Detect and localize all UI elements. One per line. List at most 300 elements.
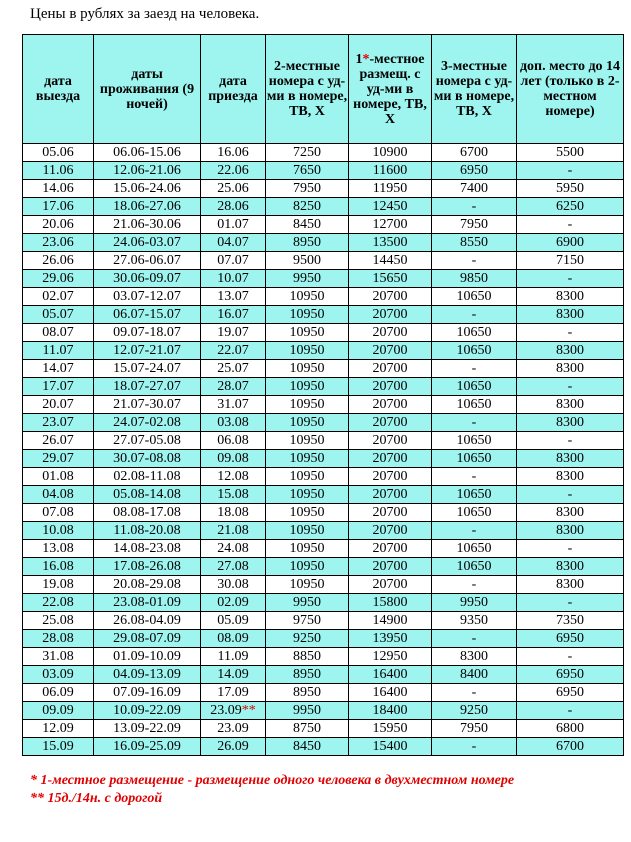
stay-cell-value: 20.08-29.08 (113, 577, 181, 592)
arrival-cell (201, 342, 266, 360)
double-price-cell (266, 630, 349, 648)
triple-price-cell (432, 180, 517, 198)
single-price-cell (349, 576, 432, 594)
stay-cell-value: 30.06-09.07 (113, 271, 181, 286)
arrival-cell (201, 216, 266, 234)
stay-cell (94, 252, 201, 270)
arrival-cell-value: 14.09 (217, 667, 249, 682)
triple-price-cell (432, 342, 517, 360)
double-price-cell (266, 702, 349, 720)
extra-place-cell (517, 612, 624, 630)
departure-cell (23, 666, 94, 684)
triple-price-cell (432, 234, 517, 252)
double-price-cell (266, 738, 349, 756)
double-price-cell-value: 9950 (293, 703, 321, 718)
stay-cell (94, 324, 201, 342)
arrival-cell-value: 05.09 (217, 613, 249, 628)
extra-place-cell-value: - (567, 487, 573, 502)
table-row (23, 234, 624, 252)
double-price-cell (266, 666, 349, 684)
single-price-cell-value: 16400 (372, 685, 408, 700)
table-row (23, 162, 624, 180)
single-price-cell (349, 468, 432, 486)
departure-cell (23, 324, 94, 342)
extra-place-cell-value: 8300 (556, 523, 584, 538)
double-price-cell-value: 10950 (289, 433, 325, 448)
triple-price-cell (432, 324, 517, 342)
triple-price-cell (432, 702, 517, 720)
extra-place-cell (517, 144, 624, 162)
departure-cell-value: 08.07 (42, 325, 74, 340)
double-price-cell (266, 234, 349, 252)
footnotes (30, 772, 590, 808)
extra-place-cell (517, 378, 624, 396)
triple-price-cell-value: 9850 (460, 271, 488, 286)
table-row (23, 216, 624, 234)
extra-place-cell (517, 666, 624, 684)
extra-place-cell (517, 702, 624, 720)
table-row (23, 342, 624, 360)
departure-cell-value: 17.06 (42, 199, 74, 214)
double-price-cell-value: 10950 (289, 469, 325, 484)
departure-cell-value: 29.06 (42, 271, 74, 286)
double-price-cell-value: 8950 (293, 685, 321, 700)
double-price-cell (266, 180, 349, 198)
extra-place-cell (517, 720, 624, 738)
triple-price-cell-value: 10650 (456, 289, 492, 304)
arrival-cell-value: 17.09 (217, 685, 249, 700)
stay-cell-value: 21.07-30.07 (113, 397, 181, 412)
triple-price-cell-value: - (471, 523, 477, 538)
double-price-cell-value: 8850 (293, 649, 321, 664)
departure-cell (23, 738, 94, 756)
arrival-cell-value: 16.07 (217, 307, 249, 322)
double-price-cell (266, 198, 349, 216)
extra-place-cell (517, 324, 624, 342)
table-row (23, 432, 624, 450)
arrival-cell-value: 09.08 (217, 451, 249, 466)
single-price-cell (349, 666, 432, 684)
arrival-cell-value: 24.08 (217, 541, 249, 556)
departure-cell (23, 180, 94, 198)
triple-price-cell (432, 630, 517, 648)
stay-cell-value: 11.08-20.08 (113, 523, 181, 538)
single-price-cell (349, 522, 432, 540)
single-price-cell-value: 12950 (372, 649, 408, 664)
arrival-cell (201, 360, 266, 378)
arrival-cell (201, 522, 266, 540)
arrival-cell-value: 23.09 (210, 703, 242, 718)
extra-place-cell-value: 8300 (556, 343, 584, 358)
departure-cell (23, 468, 94, 486)
stay-cell-value: 12.07-21.07 (113, 343, 181, 358)
triple-price-cell (432, 558, 517, 576)
arrival-cell-value: 13.07 (217, 289, 249, 304)
header-departure: дата выезда (23, 35, 94, 144)
table-row (23, 522, 624, 540)
arrival-cell (201, 198, 266, 216)
triple-price-cell (432, 666, 517, 684)
departure-cell-value: 13.08 (42, 541, 74, 556)
price-table (22, 34, 624, 756)
stay-cell (94, 270, 201, 288)
departure-cell-value: 03.09 (42, 667, 74, 682)
departure-cell-value: 11.07 (42, 343, 74, 358)
double-price-cell (266, 162, 349, 180)
table-row (23, 306, 624, 324)
double-price-cell-value: 10950 (289, 487, 325, 502)
arrival-cell-value: 31.07 (217, 397, 249, 412)
table-row (23, 684, 624, 702)
departure-cell-value: 07.08 (42, 505, 74, 520)
double-price-cell (266, 306, 349, 324)
stay-cell (94, 666, 201, 684)
single-price-cell (349, 504, 432, 522)
arrival-cell-value: 12.08 (217, 469, 249, 484)
arrival-cell-value: 01.07 (217, 217, 249, 232)
departure-cell (23, 612, 94, 630)
stay-cell-value: 08.08-17.08 (113, 505, 181, 520)
stay-cell-value: 01.09-10.09 (113, 649, 181, 664)
double-price-cell-value: 7950 (293, 181, 321, 196)
double-price-cell (266, 450, 349, 468)
departure-cell-value: 09.09 (42, 703, 74, 718)
extra-place-cell (517, 396, 624, 414)
departure-cell (23, 360, 94, 378)
double-price-cell-value: 10950 (289, 577, 325, 592)
extra-place-cell-value: - (567, 649, 573, 664)
arrival-cell-value: 18.08 (217, 505, 249, 520)
extra-place-cell (517, 522, 624, 540)
double-price-cell (266, 396, 349, 414)
arrival-cell (201, 648, 266, 666)
arrival-cell (201, 324, 266, 342)
triple-price-cell-value: 10650 (456, 397, 492, 412)
single-price-cell-value: 11950 (372, 181, 408, 196)
departure-cell (23, 396, 94, 414)
extra-place-cell (517, 594, 624, 612)
stay-cell-value: 05.08-14.08 (113, 487, 181, 502)
header-stay: даты проживания (9 ночей) (94, 35, 201, 144)
stay-cell-value: 15.07-24.07 (113, 361, 181, 376)
double-price-cell-value: 10950 (289, 307, 325, 322)
extra-place-cell (517, 162, 624, 180)
stay-cell (94, 342, 201, 360)
single-price-cell-value: 13950 (372, 631, 408, 646)
arrival-cell (201, 378, 266, 396)
extra-place-cell (517, 738, 624, 756)
arrival-cell-value: 22.07 (217, 343, 249, 358)
arrival-cell (201, 252, 266, 270)
single-price-cell (349, 414, 432, 432)
stay-cell (94, 576, 201, 594)
table-row (23, 738, 624, 756)
table-row (23, 198, 624, 216)
triple-price-cell (432, 378, 517, 396)
table-row (23, 648, 624, 666)
triple-price-cell-value: - (471, 307, 477, 322)
triple-price-cell-value: 10650 (456, 559, 492, 574)
double-price-cell (266, 504, 349, 522)
triple-price-cell (432, 396, 517, 414)
single-price-cell-value: 16400 (372, 667, 408, 682)
double-price-cell (266, 342, 349, 360)
stay-cell (94, 144, 201, 162)
departure-cell-value: 15.09 (42, 739, 74, 754)
triple-price-cell (432, 162, 517, 180)
double-price-cell-value: 9500 (293, 253, 321, 268)
single-price-cell (349, 594, 432, 612)
arrival-cell-value: 26.09 (217, 739, 249, 754)
departure-cell (23, 288, 94, 306)
arrival-cell-value: 07.07 (217, 253, 249, 268)
double-price-cell (266, 648, 349, 666)
single-price-cell (349, 648, 432, 666)
departure-cell-value: 31.08 (42, 649, 74, 664)
departure-cell-value: 16.08 (42, 559, 74, 574)
double-price-cell (266, 468, 349, 486)
single-price-cell-value: 20700 (372, 397, 408, 412)
triple-price-cell-value: 10650 (456, 343, 492, 358)
single-price-cell (349, 540, 432, 558)
single-price-cell-value: 20700 (372, 451, 408, 466)
extra-place-cell-value: 5500 (556, 145, 584, 160)
extra-place-cell-value: 8300 (556, 289, 584, 304)
footnote-dates: ** 15д./14н. с дорогой (30, 791, 163, 806)
stay-cell-value: 03.07-12.07 (113, 289, 181, 304)
single-price-cell-value: 15950 (372, 721, 408, 736)
stay-cell (94, 234, 201, 252)
stay-cell-value: 16.09-25.09 (113, 739, 181, 754)
arrival-cell-value: 28.07 (217, 379, 249, 394)
arrival-cell-value: 30.08 (217, 577, 249, 592)
triple-price-cell (432, 540, 517, 558)
single-price-cell (349, 612, 432, 630)
extra-place-cell-value: 5950 (556, 181, 584, 196)
departure-cell (23, 648, 94, 666)
arrival-cell (201, 450, 266, 468)
header-single-rest: -местное размещ. с уд-ми в номере, ТВ, Х (353, 51, 427, 127)
extra-place-cell (517, 450, 624, 468)
table-row (23, 558, 624, 576)
triple-price-cell (432, 306, 517, 324)
extra-place-cell-value: 8300 (556, 505, 584, 520)
double-price-cell (266, 558, 349, 576)
single-price-cell-value: 15800 (372, 595, 408, 610)
triple-price-cell (432, 522, 517, 540)
double-price-cell (266, 432, 349, 450)
triple-price-cell-value: 10650 (456, 379, 492, 394)
table-row (23, 540, 624, 558)
header-extra: доп. место до 14 лет (только в 2-местном номере) (517, 35, 624, 144)
triple-price-cell (432, 720, 517, 738)
arrival-cell-value: 03.08 (217, 415, 249, 430)
single-price-cell-value: 15400 (372, 739, 408, 754)
stay-cell-value: 14.08-23.08 (113, 541, 181, 556)
extra-place-cell (517, 252, 624, 270)
extra-place-cell-value: - (567, 217, 573, 232)
extra-place-cell-value: - (567, 595, 573, 610)
triple-price-cell (432, 576, 517, 594)
single-price-cell (349, 288, 432, 306)
departure-cell (23, 540, 94, 558)
extra-place-cell (517, 414, 624, 432)
extra-place-cell-value: - (567, 433, 573, 448)
double-price-cell (266, 360, 349, 378)
stay-cell-value: 02.08-11.08 (113, 469, 181, 484)
arrival-cell-value: 02.09 (217, 595, 249, 610)
stay-cell (94, 450, 201, 468)
extra-place-cell (517, 234, 624, 252)
departure-cell (23, 594, 94, 612)
arrival-cell (201, 612, 266, 630)
single-price-cell (349, 216, 432, 234)
table-row (23, 612, 624, 630)
double-price-cell (266, 720, 349, 738)
single-price-cell-value: 20700 (372, 559, 408, 574)
header-single (349, 35, 432, 144)
table-row (23, 576, 624, 594)
arrival-cell (201, 666, 266, 684)
triple-price-cell (432, 486, 517, 504)
stay-cell (94, 414, 201, 432)
arrival-cell (201, 594, 266, 612)
stay-cell (94, 468, 201, 486)
double-price-cell-value: 10950 (289, 523, 325, 538)
single-price-cell-value: 20700 (372, 505, 408, 520)
double-price-cell-value: 10950 (289, 559, 325, 574)
double-price-cell-value: 10950 (289, 379, 325, 394)
single-price-cell-value: 13500 (372, 235, 408, 250)
stay-cell (94, 630, 201, 648)
arrival-cell (201, 486, 266, 504)
stay-cell-value: 06.07-15.07 (113, 307, 181, 322)
triple-price-cell-value: - (471, 415, 477, 430)
stay-cell-value: 13.09-22.09 (113, 721, 181, 736)
arrival-cell-value: 22.06 (217, 163, 249, 178)
intro-text: Цены в рублях за заезд на человека. (30, 6, 260, 22)
departure-cell-value: 20.06 (42, 217, 74, 232)
double-price-cell-value: 9950 (293, 595, 321, 610)
stay-cell-value: 17.08-26.08 (113, 559, 181, 574)
triple-price-cell-value: - (471, 361, 477, 376)
arrival-cell-value: 04.07 (217, 235, 249, 250)
table-row (23, 252, 624, 270)
triple-price-cell-value: 8400 (460, 667, 488, 682)
departure-cell (23, 630, 94, 648)
departure-cell-value: 05.06 (42, 145, 74, 160)
departure-cell (23, 216, 94, 234)
arrival-cell (201, 432, 266, 450)
departure-cell (23, 270, 94, 288)
double-price-cell-value: 8950 (293, 235, 321, 250)
triple-price-cell-value: 9950 (460, 595, 488, 610)
double-price-cell (266, 270, 349, 288)
triple-price-cell (432, 270, 517, 288)
double-price-cell (266, 486, 349, 504)
double-price-cell-value: 7650 (293, 163, 321, 178)
arrival-cell (201, 720, 266, 738)
departure-cell (23, 504, 94, 522)
extra-place-cell (517, 486, 624, 504)
stay-cell-value: 26.08-04.09 (113, 613, 181, 628)
double-price-cell (266, 252, 349, 270)
departure-cell (23, 234, 94, 252)
departure-cell-value: 12.09 (42, 721, 74, 736)
arrival-cell (201, 396, 266, 414)
departure-cell-value: 06.09 (42, 685, 74, 700)
extra-place-cell (517, 648, 624, 666)
departure-cell-value: 01.08 (42, 469, 74, 484)
triple-price-cell-value: - (471, 577, 477, 592)
double-price-cell-value: 7250 (293, 145, 321, 160)
departure-cell (23, 720, 94, 738)
extra-place-cell (517, 576, 624, 594)
departure-cell-value: 05.07 (42, 307, 74, 322)
table-row (23, 486, 624, 504)
single-price-cell (349, 306, 432, 324)
double-price-cell-value: 8950 (293, 667, 321, 682)
extra-place-cell (517, 432, 624, 450)
arrival-cell-value: 28.06 (217, 199, 249, 214)
table-row (23, 594, 624, 612)
departure-cell (23, 558, 94, 576)
arrival-cell (201, 630, 266, 648)
stay-cell (94, 180, 201, 198)
extra-place-cell-value: - (567, 163, 573, 178)
extra-place-cell (517, 198, 624, 216)
triple-price-cell-value: 7950 (460, 217, 488, 232)
table-row (23, 324, 624, 342)
extra-place-cell-value: 8300 (556, 397, 584, 412)
single-price-cell (349, 360, 432, 378)
double-price-cell-value: 8250 (293, 199, 321, 214)
departure-cell-value: 17.07 (42, 379, 74, 394)
extra-place-cell (517, 630, 624, 648)
arrival-cell-value: 10.07 (217, 271, 249, 286)
triple-price-cell (432, 468, 517, 486)
triple-price-cell-value: 10650 (456, 541, 492, 556)
extra-place-cell-value: - (567, 703, 573, 718)
arrival-cell-value: 25.06 (217, 181, 249, 196)
triple-price-cell (432, 288, 517, 306)
triple-price-cell-value: - (471, 469, 477, 484)
triple-price-cell-value: 10650 (456, 505, 492, 520)
departure-cell-value: 28.08 (42, 631, 74, 646)
arrival-cell (201, 270, 266, 288)
stay-cell-value: 07.09-16.09 (113, 685, 181, 700)
stay-cell (94, 432, 201, 450)
departure-cell (23, 522, 94, 540)
extra-place-cell-value: - (567, 325, 573, 340)
single-price-cell (349, 198, 432, 216)
single-price-cell (349, 180, 432, 198)
arrival-cell (201, 576, 266, 594)
double-price-cell-value: 10950 (289, 397, 325, 412)
stay-cell (94, 486, 201, 504)
double-price-cell-value: 10950 (289, 451, 325, 466)
departure-cell-value: 22.08 (42, 595, 74, 610)
departure-cell (23, 162, 94, 180)
triple-price-cell (432, 144, 517, 162)
double-price-cell-value: 10950 (289, 505, 325, 520)
double-price-cell-value: 8750 (293, 721, 321, 736)
arrival-cell-value: 06.08 (217, 433, 249, 448)
departure-cell-value: 19.08 (42, 577, 74, 592)
triple-price-cell-value: - (471, 739, 477, 754)
departure-cell-value: 14.07 (42, 361, 74, 376)
double-price-cell-value: 10950 (289, 289, 325, 304)
